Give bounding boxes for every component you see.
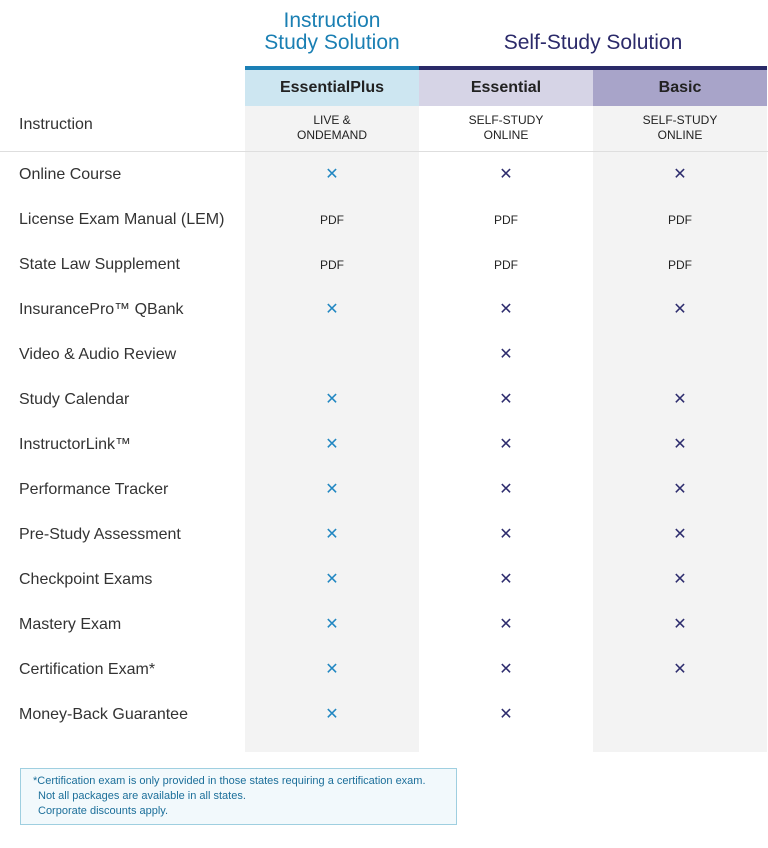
feature-cell — [419, 377, 593, 422]
feature-cell — [245, 197, 419, 242]
check-x-icon: ✕ — [673, 390, 687, 408]
pdf-label: PDF — [668, 212, 692, 227]
feature-cell — [593, 197, 767, 242]
check-x-icon: ✕ — [499, 705, 513, 723]
feature-label: Certification Exam* — [19, 661, 156, 678]
pdf-label: PDF — [668, 257, 692, 272]
check-x-icon: ✕ — [499, 615, 513, 633]
check-x-icon: ✕ — [325, 165, 339, 183]
table-row — [0, 647, 768, 692]
footnote-line-discounts: Corporate discounts apply. — [38, 805, 169, 817]
table-row — [0, 422, 768, 467]
instruction-group-title — [245, 10, 419, 54]
feature-label: License Exam Manual (LEM) — [19, 211, 225, 228]
feature-label: Study Calendar — [19, 391, 130, 408]
check-x-icon: ✕ — [499, 345, 513, 363]
feature-cell — [593, 377, 767, 422]
feature-cell — [419, 332, 593, 377]
feature-cell — [245, 692, 419, 737]
table-row — [0, 152, 768, 197]
feature-cell — [419, 602, 593, 647]
check-x-icon: ✕ — [673, 615, 687, 633]
feature-cell — [245, 602, 419, 647]
check-x-icon: ✕ — [673, 480, 687, 498]
feature-cell — [419, 422, 593, 467]
check-x-icon: ✕ — [325, 300, 339, 318]
feature-cell — [419, 557, 593, 602]
check-x-icon: ✕ — [499, 390, 513, 408]
feature-label: Video & Audio Review — [19, 346, 177, 363]
feature-cell — [245, 557, 419, 602]
table-row — [0, 467, 768, 512]
pdf-label: PDF — [320, 257, 344, 272]
feature-cell — [593, 287, 767, 332]
check-x-icon: ✕ — [325, 660, 339, 678]
feature-cell — [419, 287, 593, 332]
feature-label: Checkpoint Exams — [19, 571, 153, 588]
check-x-icon: ✕ — [499, 570, 513, 588]
check-x-icon: ✕ — [499, 480, 513, 498]
package-subtitle-essential — [419, 113, 593, 143]
table-row — [0, 242, 768, 287]
feature-cell — [245, 422, 419, 467]
feature-cell — [593, 422, 767, 467]
feature-cell — [419, 692, 593, 737]
package-header-essential: Essential — [419, 70, 593, 106]
feature-cell — [419, 197, 593, 242]
table-row — [0, 557, 768, 602]
check-x-icon: ✕ — [673, 525, 687, 543]
package-header-basic: Basic — [593, 70, 767, 106]
feature-label: InstructorLink™ — [19, 436, 132, 453]
subtitle-line: ONLINE — [483, 128, 529, 142]
check-x-icon: ✕ — [499, 300, 513, 318]
check-x-icon: ✕ — [325, 525, 339, 543]
feature-cell — [593, 332, 767, 377]
footnote-line-certification: *Certification exam is only provided in those states requiring a certification exam. — [33, 775, 426, 787]
feature-cell — [593, 242, 767, 287]
package-subtitle-basic — [593, 113, 767, 143]
subtitle-line: SELF-STUDY — [642, 113, 718, 127]
check-x-icon: ✕ — [499, 660, 513, 678]
feature-cell — [245, 467, 419, 512]
pdf-label: PDF — [494, 257, 518, 272]
feature-cell — [593, 692, 767, 737]
pdf-label: PDF — [494, 212, 518, 227]
check-x-icon: ✕ — [673, 300, 687, 318]
check-x-icon: ✕ — [673, 660, 687, 678]
table-row — [0, 197, 768, 242]
feature-cell — [593, 512, 767, 557]
subtitle-line: ONLINE — [657, 128, 703, 142]
check-x-icon: ✕ — [325, 480, 339, 498]
subtitle-line: SELF-STUDY — [468, 113, 544, 127]
check-x-icon: ✕ — [673, 165, 687, 183]
feature-cell — [245, 332, 419, 377]
feature-cell — [593, 152, 767, 197]
feature-label: Pre-Study Assessment — [19, 526, 181, 543]
feature-cell — [593, 467, 767, 512]
check-x-icon: ✕ — [499, 165, 513, 183]
table-row — [0, 287, 768, 332]
feature-cell — [245, 512, 419, 557]
feature-cell — [419, 647, 593, 692]
footnote-box — [20, 768, 457, 825]
table-row — [0, 692, 768, 737]
footnote-line-availability: Not all packages are available in all states. — [38, 790, 246, 802]
feature-cell — [419, 467, 593, 512]
check-x-icon: ✕ — [325, 705, 339, 723]
table-row — [0, 512, 768, 557]
feature-label: Mastery Exam — [19, 616, 122, 633]
subtitle-line: LIVE & — [313, 113, 351, 127]
pdf-label: PDF — [320, 212, 344, 227]
table-row — [0, 602, 768, 647]
feature-cell — [593, 557, 767, 602]
instruction-group-title-line-1: Instruction — [283, 9, 381, 32]
feature-cell — [593, 647, 767, 692]
feature-cell — [419, 242, 593, 287]
check-x-icon: ✕ — [499, 525, 513, 543]
check-x-icon: ✕ — [673, 570, 687, 588]
feature-cell — [419, 152, 593, 197]
table-row — [0, 332, 768, 377]
check-x-icon: ✕ — [499, 435, 513, 453]
table-row — [0, 377, 768, 422]
check-x-icon: ✕ — [325, 615, 339, 633]
self-study-group-title: Self-Study Solution — [503, 31, 683, 54]
feature-label: Performance Tracker — [19, 481, 169, 498]
instruction-group-title-line-2: Study Solution — [264, 31, 400, 54]
feature-label: State Law Supplement — [19, 256, 180, 273]
check-x-icon: ✕ — [325, 435, 339, 453]
feature-cell — [245, 242, 419, 287]
feature-label: InsurancePro™ QBank — [19, 301, 184, 318]
instruction-row-label: Instruction — [19, 116, 93, 133]
check-x-icon: ✕ — [673, 435, 687, 453]
feature-label: Online Course — [19, 166, 122, 183]
feature-cell — [593, 602, 767, 647]
package-header-essentialplus: EssentialPlus — [245, 70, 419, 106]
check-x-icon: ✕ — [325, 390, 339, 408]
package-subtitle-essentialplus — [245, 113, 419, 143]
subtitle-line: ONDEMAND — [296, 128, 367, 142]
feature-cell — [245, 647, 419, 692]
check-x-icon: ✕ — [325, 570, 339, 588]
feature-cell — [245, 152, 419, 197]
feature-cell — [419, 512, 593, 557]
feature-cell — [245, 287, 419, 332]
feature-cell — [245, 377, 419, 422]
feature-label: Money-Back Guarantee — [19, 706, 188, 723]
